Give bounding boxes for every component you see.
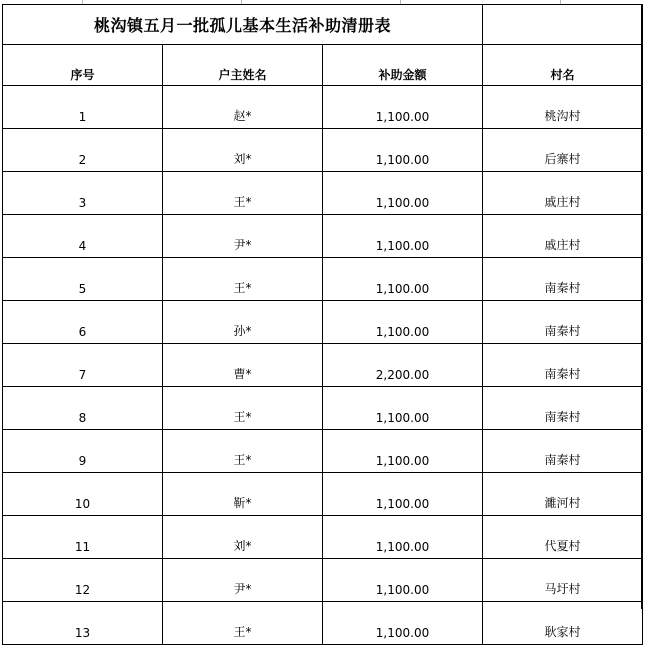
cell-village[interactable]: 濉河村 (483, 473, 643, 516)
title-blank-cell[interactable] (483, 5, 643, 45)
cell-amount[interactable]: 2,200.00 (323, 344, 483, 387)
cell-amount[interactable]: 1,100.00 (323, 258, 483, 301)
cell-village[interactable]: 南秦村 (483, 344, 643, 387)
cell-name[interactable]: 赵* (163, 86, 323, 129)
table-row (3, 215, 643, 258)
cell-amount[interactable]: 1,100.00 (323, 559, 483, 602)
cell-village[interactable]: 南秦村 (483, 301, 643, 344)
cell-village[interactable]: 桃沟村 (483, 86, 643, 129)
cell-village[interactable]: 耿家村 (483, 602, 643, 645)
cell-no[interactable]: 2 (3, 129, 163, 172)
cell-village[interactable]: 南秦村 (483, 258, 643, 301)
cell-name[interactable]: 王* (163, 258, 323, 301)
table-row (3, 516, 643, 559)
cell-no[interactable]: 10 (3, 473, 163, 516)
cell-village[interactable]: 南秦村 (483, 430, 643, 473)
cell-village[interactable]: 马圩村 (483, 559, 643, 602)
cell-village[interactable]: 后寨村 (483, 129, 643, 172)
table-row (3, 430, 643, 473)
cell-amount[interactable]: 1,100.00 (323, 215, 483, 258)
header-amount[interactable]: 补助金额 (323, 45, 483, 86)
cell-no[interactable]: 6 (3, 301, 163, 344)
cell-no[interactable]: 11 (3, 516, 163, 559)
cell-amount[interactable]: 1,100.00 (323, 602, 483, 645)
cell-village[interactable]: 南秦村 (483, 387, 643, 430)
cell-no[interactable]: 7 (3, 344, 163, 387)
table-row (3, 258, 643, 301)
cell-amount[interactable]: 1,100.00 (323, 430, 483, 473)
cell-no[interactable]: 8 (3, 387, 163, 430)
cell-amount[interactable]: 1,100.00 (323, 387, 483, 430)
table-row (3, 387, 643, 430)
cell-name[interactable]: 尹* (163, 215, 323, 258)
cell-name[interactable]: 王* (163, 430, 323, 473)
cell-name[interactable]: 刘* (163, 129, 323, 172)
title-row (3, 5, 643, 45)
header-village[interactable]: 村名 (483, 45, 643, 86)
cell-name[interactable]: 刘* (163, 516, 323, 559)
header-row (3, 45, 643, 86)
subsidy-table (2, 4, 643, 645)
cell-no[interactable]: 4 (3, 215, 163, 258)
table-title[interactable]: 桃沟镇五月一批孤儿基本生活补助清册表 (3, 5, 483, 45)
cell-amount[interactable]: 1,100.00 (323, 516, 483, 559)
table-row (3, 301, 643, 344)
cell-village[interactable]: 戚庄村 (483, 172, 643, 215)
cell-no[interactable]: 9 (3, 430, 163, 473)
cell-name[interactable]: 尹* (163, 559, 323, 602)
table-row (3, 344, 643, 387)
sheet-right-border (641, 4, 642, 609)
cell-name[interactable]: 王* (163, 602, 323, 645)
cell-no[interactable]: 12 (3, 559, 163, 602)
cell-name[interactable]: 王* (163, 172, 323, 215)
cell-amount[interactable]: 1,100.00 (323, 301, 483, 344)
cell-no[interactable]: 3 (3, 172, 163, 215)
cell-village[interactable]: 戚庄村 (483, 215, 643, 258)
cell-village[interactable]: 代夏村 (483, 516, 643, 559)
cell-no[interactable]: 13 (3, 602, 163, 645)
cell-no[interactable]: 5 (3, 258, 163, 301)
cell-amount[interactable]: 1,100.00 (323, 172, 483, 215)
cell-amount[interactable]: 1,100.00 (323, 129, 483, 172)
table-row (3, 129, 643, 172)
table-row (3, 86, 643, 129)
cell-name[interactable]: 曹* (163, 344, 323, 387)
cell-amount[interactable]: 1,100.00 (323, 86, 483, 129)
table-row (3, 172, 643, 215)
cell-amount[interactable]: 1,100.00 (323, 473, 483, 516)
table-row (3, 602, 643, 645)
cell-name[interactable]: 靳* (163, 473, 323, 516)
cell-name[interactable]: 王* (163, 387, 323, 430)
cell-no[interactable]: 1 (3, 86, 163, 129)
header-name[interactable]: 户主姓名 (163, 45, 323, 86)
table-row (3, 473, 643, 516)
header-no[interactable]: 序号 (3, 45, 163, 86)
table-row (3, 559, 643, 602)
cell-name[interactable]: 孙* (163, 301, 323, 344)
